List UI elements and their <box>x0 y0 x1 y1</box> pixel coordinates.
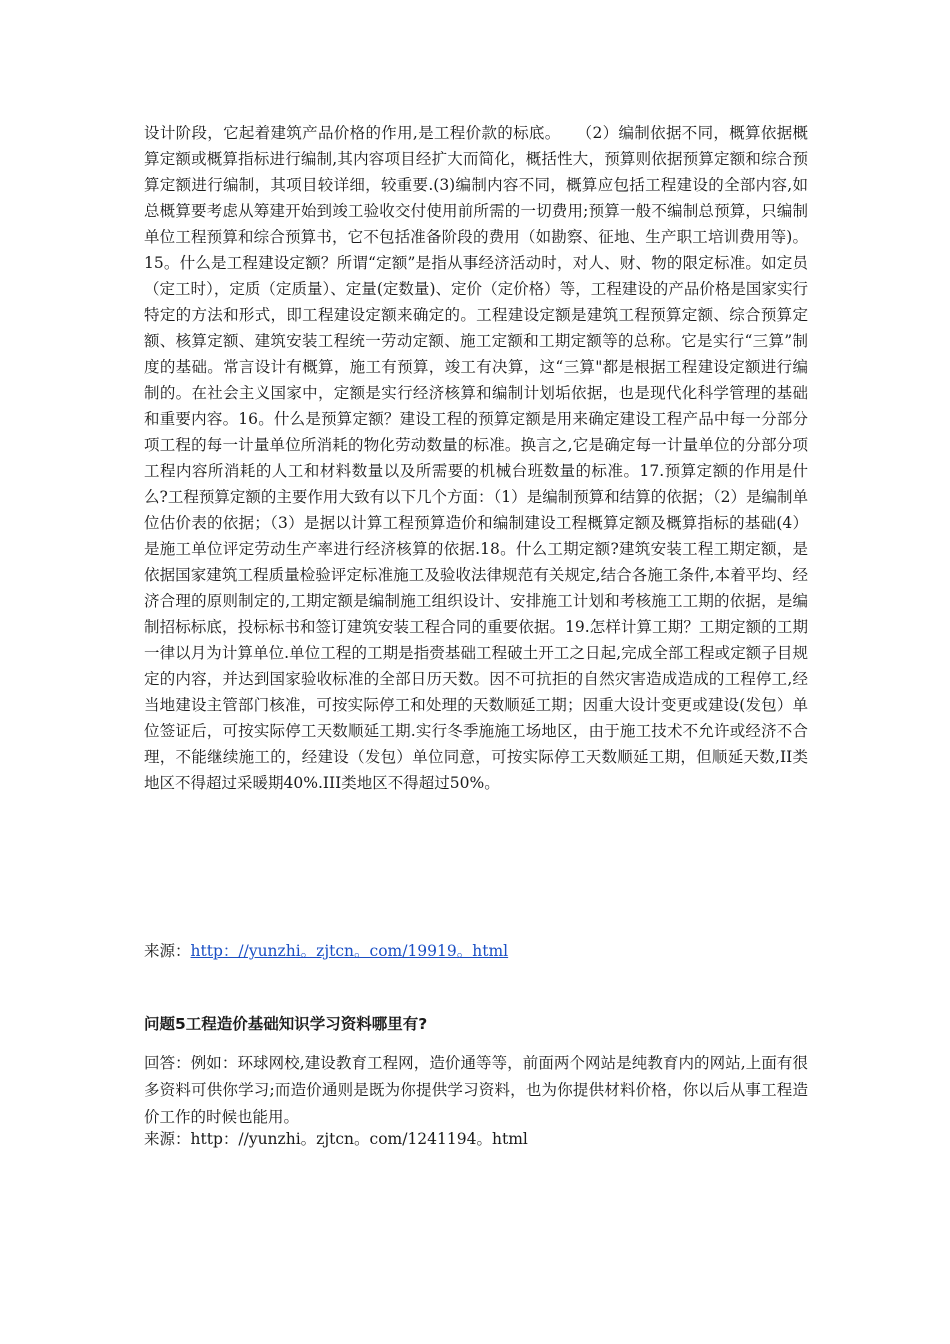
body-paragraph: 设计阶段，它起着建筑产品价格的作用,是工程价款的标底。 （2）编制依据不同，概算依据概算定额或概算指标进行编制,其内容项目经扩大而简化，概括性大，预算则依据预算定额和综合预算定额进行编制，其项目较详细，较重要.(3)编制内容不同，概算应包括工程建设的全部内容,如总概算要考虑从筹建开始到竣工验收交付使用前所需的一切费用;预算一般不编制总预算，只编制单位工程预算和综合预算书，它不包括准备阶段的费用（如勘察、征地、生产职工培训费用等)。15。什么是工程建设定额？所谓“定额”是指从事经济活动时，对人、财、物的限定标准。如定员（定工时），定质（定质量）、定量(定数量)、定价（定价格）等，工程建设的产品价格是国家实行特定的方法和形式，即工程建设定额来确定的。工程建设定额是建筑工程预算定额、综合预算定额、核算定额、建筑安装工程统一劳动定额、施工定额和工期定额等的总称。它是实行“三算”制度的基础。常言设计有概算，施工有预算，竣工有决算，这“三算"都是根据工程建设定额进行编制的。在社会主义国家中，定额是实行经济核算和编制计划垢依据，也是现代化科学管理的基础和重要内容。16。什么是预算定额？建设工程的预算定额是用来确定建设工程产品中每一分部分项工程的每一计量单位所消耗的物化劳动数量的标准。换言之,它是确定每一计量单位的分部分项工程内容所消耗的人工和材料数量以及所需要的机械台班数量的标准。17.预算定额的作用是什么?工程预算定额的主要作用大致有以下几个方面：（1）是编制预算和结算的依据；（2）是编制单位估价表的依据；（3）是据以计算工程预算造价和编制建设工程概算定额及概算指标的基础(4）是施工单位评定劳动生产率进行经济核算的依据.18。什么工期定额?建筑安装工程工期定额，是依据国家建筑工程质量检验评定标准施工及验收法律规范有关规定,结合各施工条件,本着平均、经济合理的原则制定的,工期定额是编制施工组织设计、安排施工计划和考核施工工期的依据，是编制招标标底，投标标书和签订建筑安装工程合同的重要依据。19.怎样计算工期？工期定额的工期一律以月为计算单位.单位工程的工期是指赍基础工程破土开工之日起,完成全部工程或定额子目规定的内容，并达到国家验收标准的全部日历天数。因不可抗拒的自然灾害造成造成的工程停工,经当地建设主管部门核准，可按实际停工和处理的天数顺延工期；因重大设计变更或建设(发包）单位签证后，可按实际停工天数顺延工期.实行冬季施施工场地区，由于施工技术不允许或经济不合理，不能继续施工的，经建设（发包）单位同意，可按实际停工天数顺延工期，但顺延天数,II类地区不得超过采暖期40%.III类地区不得超过50%。 <box>144 124 808 792</box>
source-label: 来源： <box>144 1130 191 1148</box>
source-label: 来源： <box>144 942 191 960</box>
question-heading: 问题5工程造价基础知识学习资料哪里有? <box>144 1015 428 1033</box>
source-url-2: http：//yunzhi。zjtcn。com/1241194。html <box>190 1130 528 1148</box>
source-link-1[interactable]: http：//yunzhi。zjtcn。com/19919。html <box>190 942 509 960</box>
source-line-2 <box>144 1126 808 1152</box>
source-line-1 <box>144 938 808 964</box>
answer-paragraph: 回答：例如：环球网校,建设教育工程网，造价通等等，前面两个网站是纯教育内的网站,上面有很多资料可供你学习;而造价通则是既为你提供学习资料，也为你提供材料价格，你以后从事工程造价工作的时候也能用。 <box>144 1054 808 1126</box>
